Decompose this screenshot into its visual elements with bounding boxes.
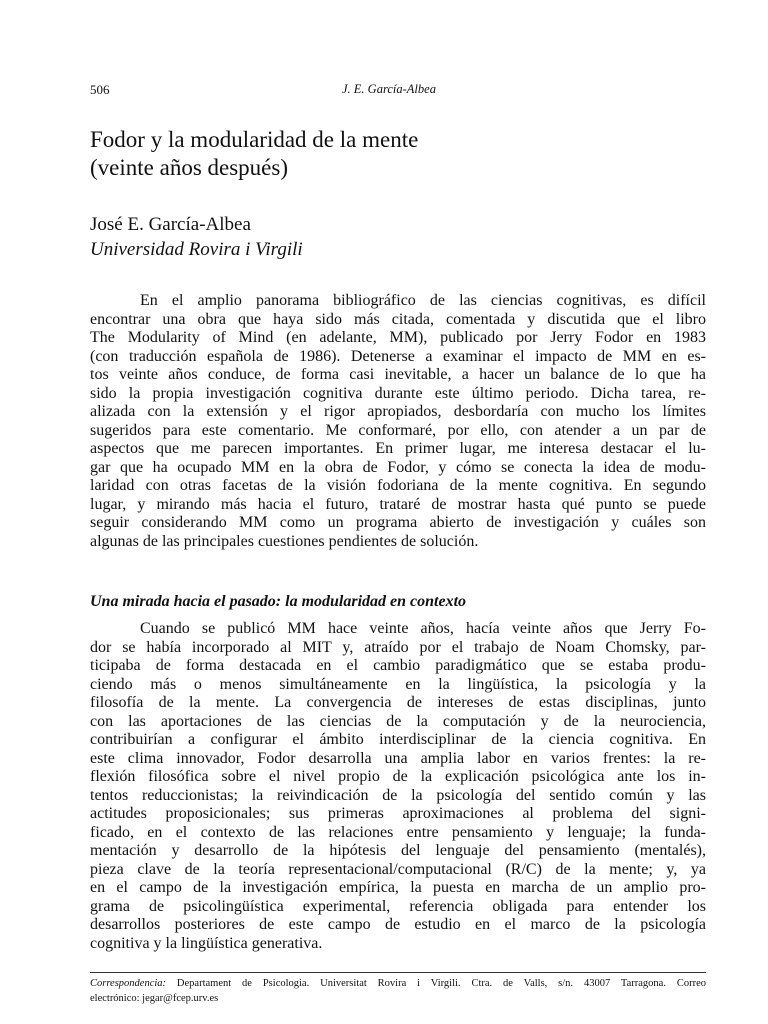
text-line: ficado, en el contexto de las relaciones entre pensamiento y lenguaje; la funda- bbox=[90, 823, 706, 841]
footnote-text: Departament de Psicologia. Universitat Rovira i Virgili. Ctra. de Valls, s/n. 43007 Tarragona. Correo bbox=[166, 978, 706, 989]
page-header bbox=[90, 82, 706, 102]
text-line: en el campo de la investigación empírica, la puesta en marcha de un amplio pro- bbox=[90, 879, 706, 896]
text-line: laridad con otras facetas de la visión fodoriana de la mente cognitiva. En segundo bbox=[90, 477, 706, 494]
text-line: con las aportaciones de las ciencias de la computación y de la neurociencia, bbox=[90, 712, 706, 730]
text-line: grama de psicolingüística experimental, referencia obligada para entender los bbox=[90, 897, 706, 915]
text-line: En el amplio panorama bibliográfico de las ciencias cognitivas, es difícil bbox=[140, 292, 706, 309]
text-line: contribuirían a configurar el ámbito interdisciplinar de la ciencia cognitiva. En bbox=[90, 731, 706, 748]
text-line: actitudes proposicionales; sus primeras aproximaciones al problema del signi- bbox=[90, 805, 706, 822]
footnote-line bbox=[90, 976, 706, 991]
text-line: (con traducción española de 1986). Detenerse a examinar el impacto de MM en es- bbox=[90, 347, 706, 365]
section-heading: Una mirada hacia el pasado: la modularidad en contexto bbox=[90, 593, 467, 610]
footnote-label: Correspondencia: bbox=[90, 978, 167, 989]
page-number: 506 bbox=[90, 82, 110, 97]
text-line: tentos reduccionistas; la reivindicación de la psicología del sentido común y las bbox=[90, 786, 706, 804]
text-line: The Modularity of Mind (en adelante, MM), publicado por Jerry Fodor en 1983 bbox=[90, 329, 706, 346]
article-title bbox=[90, 126, 710, 182]
text-line: alizada con la extensión y el rigor apropiados, desbordaría con mucho los límites bbox=[90, 403, 706, 420]
title-line: Fodor y la modularidad de la mente bbox=[90, 127, 419, 152]
text-line: tos veinte años conduce, de forma casi inevitable, a hacer un balance de lo que ha bbox=[90, 366, 706, 383]
text-line: aspectos que me parecen importantes. En primer lugar, me interesa destacar el lu- bbox=[90, 440, 706, 457]
text-line: encontrar una obra que haya sido más citada, comentada y discutida que el libro bbox=[90, 310, 706, 328]
text-line: flexión filosófica sobre el nivel propio de la explicación psicológica ante los in- bbox=[90, 768, 706, 785]
text-line: pieza clave de la teoría representacional/computacional (R/C) de la mente; y, ya bbox=[90, 860, 706, 878]
text-line: sugeridos para este comentario. Me conformaré, por ello, con atender a un par de bbox=[90, 421, 706, 439]
footnote bbox=[90, 976, 706, 1006]
text-line: ciendo más o menos simultáneamente en la lingüística, la psicología y la bbox=[90, 675, 706, 693]
author-name: José E. García-Albea bbox=[90, 214, 251, 235]
text-line: gar que ha ocupado MM en la obra de Fodor, y cómo se conecta la idea de modu- bbox=[90, 458, 706, 476]
author-affiliation: Universidad Rovira i Virgili bbox=[90, 239, 303, 260]
text-line: lugar, y mirando más hacia el futuro, trataré de mostrar hasta qué punto se puede bbox=[90, 495, 706, 513]
text-line: filosofía de la mente. La convergencia de intereses de estas disciplinas, junto bbox=[90, 694, 706, 711]
text-line: seguir considerando MM como un programa abierto de investigación y cuáles son bbox=[90, 514, 706, 531]
title-line: (veinte años después) bbox=[90, 155, 288, 180]
text-line: algunas de las principales cuestiones pendientes de solución. bbox=[90, 532, 479, 550]
running-head: J. E. García-Albea bbox=[342, 82, 436, 96]
text-line: dor se había incorporado al MIT y, atraído por el trabajo de Noam Chomsky, par- bbox=[90, 638, 706, 656]
text-line: ticipaba de forma destacada en el cambio paradigmático que se estaba produ- bbox=[90, 657, 706, 674]
text-line: Cuando se publicó MM hace veinte años, hacía veinte años que Jerry Fo- bbox=[140, 620, 706, 637]
text-line: mentación y desarrollo de la hipótesis del lenguaje del pensamiento (mentalés), bbox=[90, 842, 706, 859]
footnote-line: electrónico: jegar@fcep.urv.es bbox=[90, 993, 219, 1004]
text-line: cognitiva y la lingüística generativa. bbox=[90, 934, 323, 952]
text-line: desarrollos posteriores de este campo de estudio en el marco de la psicología bbox=[90, 916, 706, 933]
text-line: este clima innovador, Fodor desarrolla una amplia labor en varios frentes: la re- bbox=[90, 749, 706, 767]
section-paragraph bbox=[90, 620, 706, 953]
intro-paragraph bbox=[90, 292, 706, 551]
footnote-divider bbox=[90, 972, 706, 973]
text-line: sido la propia investigación cognitiva durante este último periodo. Dicha tarea, re- bbox=[90, 384, 706, 402]
